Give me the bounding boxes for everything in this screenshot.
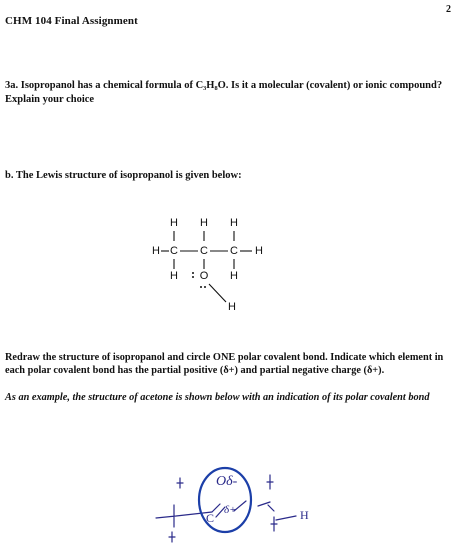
sketch-label-delta-minus: Oδ- bbox=[216, 474, 238, 489]
atom-h-bottom-3: H bbox=[230, 270, 238, 282]
atom-c1: C bbox=[170, 245, 178, 257]
sketch-label-h: H bbox=[300, 508, 309, 522]
atom-h-right: H bbox=[255, 245, 263, 257]
atom-o: O bbox=[199, 270, 209, 282]
atom-h-bottom-1: H bbox=[170, 270, 178, 282]
atom-h-top-2: H bbox=[200, 217, 208, 229]
atom-h-top-1: H bbox=[170, 217, 178, 229]
acetone-sketch bbox=[150, 445, 330, 545]
example-note: As an example, the structure of acetone is shown below with an indication of its polar covalent bond bbox=[5, 392, 430, 403]
lewis-structure bbox=[150, 208, 320, 318]
sketch-label-delta-plus: δ+ bbox=[224, 504, 237, 516]
sketch-label-carbon: C bbox=[206, 511, 215, 525]
atom-h-left: H bbox=[152, 245, 160, 257]
atom-h-top-3: H bbox=[230, 217, 238, 229]
question-3a: 3a. Isopropanol has a chemical formula of C₃H₈O. Is it a molecular (covalent) or ionic compound? Explain your choice bbox=[5, 80, 443, 105]
instructions: Redraw the structure of isopropanol and circle ONE polar covalent bond. Indicate which element in each polar covalent bond has the partial positive (δ+) and partial negative charge (δ+). bbox=[5, 352, 444, 376]
atom-c3: C bbox=[230, 245, 238, 257]
atom-c2: C bbox=[200, 245, 208, 257]
page-number: 2 bbox=[446, 4, 451, 15]
page-header: CHM 104 Final Assignment bbox=[5, 15, 138, 27]
question-3b: b. The Lewis structure of isopropanol is given below: bbox=[5, 170, 242, 181]
atom-h-oh: H bbox=[228, 301, 236, 313]
